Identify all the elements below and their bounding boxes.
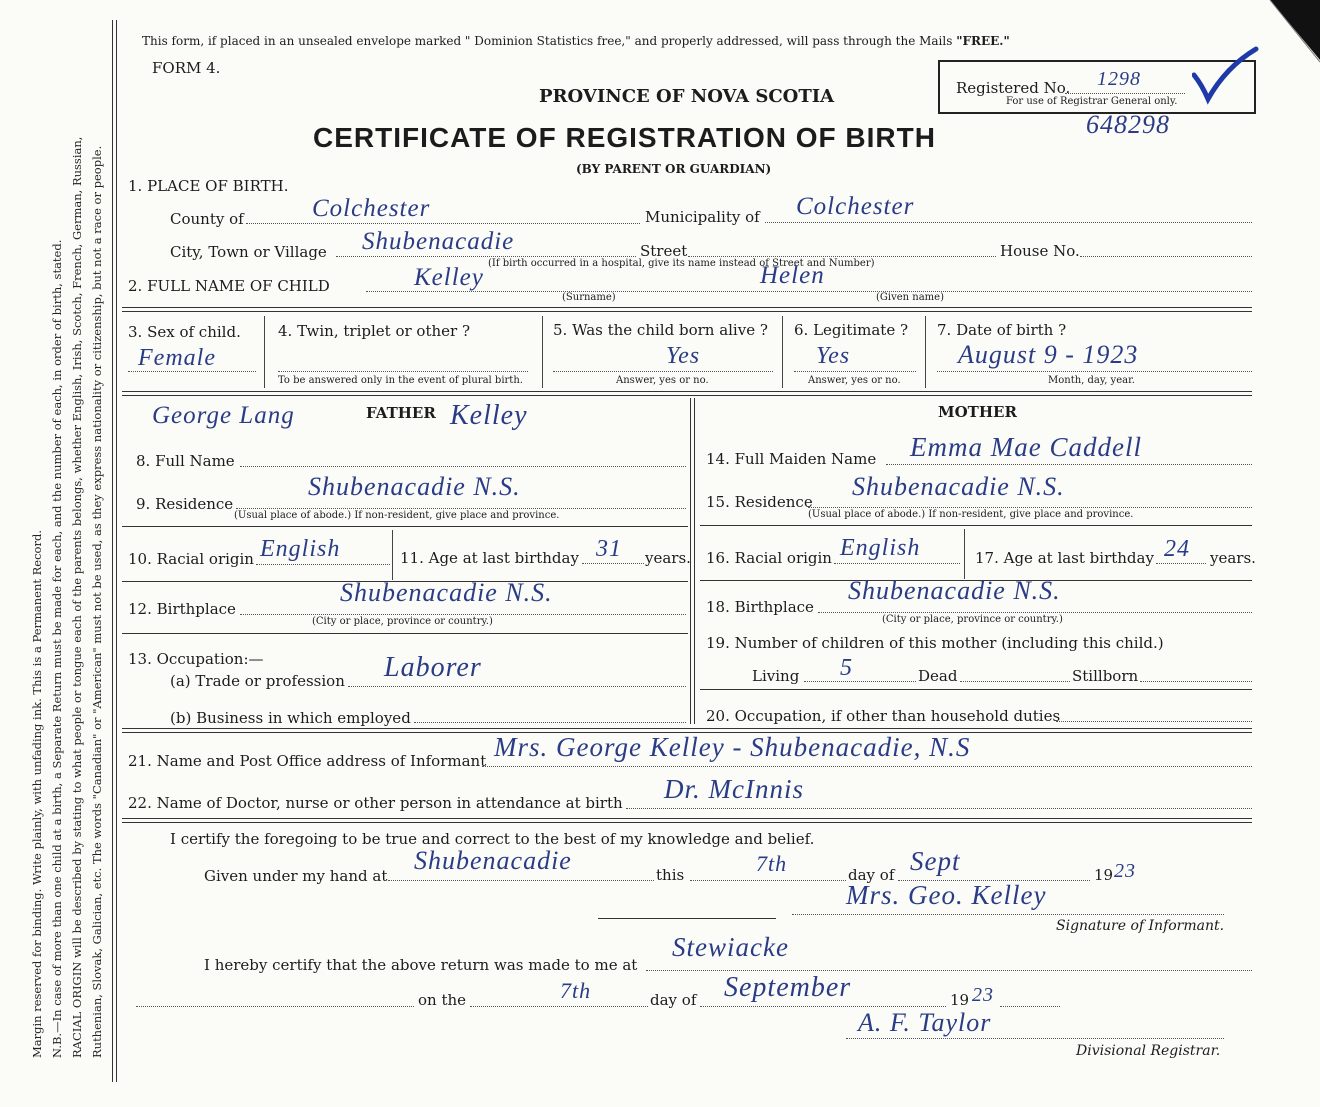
city-value: Shubenacadie — [362, 228, 515, 255]
business-label: (b) Business in which employed — [170, 709, 411, 727]
registrar-day-of-label: day of — [650, 991, 697, 1009]
father-heading: FATHER — [366, 404, 436, 422]
sex-label: 3. Sex of child. — [128, 323, 241, 341]
father-racial-value: English — [260, 536, 341, 562]
father-occupation-label: 13. Occupation:— — [128, 650, 264, 668]
informant-value: Mrs. George Kelley - Shubenacadie, N.S — [494, 732, 971, 762]
registrar-year-printed: 19 — [950, 991, 970, 1009]
father-residence-label: 9. Residence — [136, 495, 234, 513]
mother-age-unit: years. — [1210, 549, 1256, 567]
mother-age-value: 24 — [1164, 536, 1190, 562]
registrar-day: 7th — [560, 978, 592, 1003]
doctor-value: Dr. McInnis — [664, 774, 804, 804]
informant-label: 21. Name and Post Office address of Informant — [128, 752, 487, 770]
given-at-place: Shubenacadie — [414, 846, 572, 875]
mother-residence-note: (Usual place of abode.) If non-resident, give place and province. — [808, 509, 1134, 520]
certificate-title: CERTIFICATE OF REGISTRATION OF BIRTH — [313, 122, 936, 153]
mother-occupation-label: 20. Occupation, if other than household duties — [706, 707, 1061, 725]
certify-statement: I certify the foregoing to be true and correct to the best of my knowledge and belief. — [170, 830, 815, 848]
page-corner-icon — [1260, 0, 1320, 70]
form-number: FORM 4. — [152, 59, 221, 77]
born-alive-label: 5. Was the child born alive ? — [553, 321, 768, 339]
side-note-3: RACIAL ORIGIN will be described by stating to what people or tongue each of the parents belongs, whether English, Irish, Scotch, French, German, Russian, — [70, 136, 84, 1058]
given-at-label: Given under my hand at — [204, 867, 388, 885]
street-label: Street — [640, 242, 688, 260]
registered-no-label: Registered No. — [956, 79, 1071, 97]
hospital-note: (If birth occurred in a hospital, give its name instead of Street and Number) — [488, 258, 875, 269]
legitimate-value: Yes — [816, 343, 851, 369]
date-of-birth-note: Month, day, year. — [1048, 375, 1135, 386]
on-the-label: on the — [418, 991, 467, 1009]
father-surname: Kelley — [450, 400, 528, 431]
registrar-caption: Divisional Registrar. — [1076, 1043, 1221, 1059]
doctor-label: 22. Name of Doctor, nurse or other person in attendance at birth — [128, 794, 623, 812]
margin-border — [112, 20, 117, 1082]
living-label: Living — [752, 667, 800, 685]
mother-racial-label: 16. Racial origin — [706, 549, 832, 567]
registrar-signature: A. F. Taylor — [858, 1008, 992, 1037]
sex-value: Female — [138, 345, 216, 371]
mother-racial-value: English — [840, 535, 921, 561]
county-value: Colchester — [312, 195, 431, 222]
child-surname: Kelley — [414, 264, 484, 291]
father-age-value: 31 — [596, 536, 622, 562]
informant-signature: Mrs. Geo. Kelley — [846, 880, 1047, 910]
legitimate-note: Answer, yes or no. — [808, 375, 901, 386]
trade-label: (a) Trade or profession — [170, 672, 345, 690]
side-note-4: Ruthenian, Slovak, Galician, etc. The words "Canadian" or "American" must not be used, as they express nationality or citizenship, but not a race or people. — [90, 145, 104, 1058]
twin-note: To be answered only in the event of plural birth. — [278, 375, 523, 386]
side-note-2: N.B.—In case of more than one child at a birth, a Separate Return must be made for each, and the number of each, in order of birth, stated. — [50, 239, 64, 1058]
municipality-label: Municipality of — [645, 208, 760, 226]
mother-residence-label: 15. Residence — [706, 493, 813, 511]
father-age-label: 11. Age at last birthday — [400, 549, 579, 567]
certificate-subtitle: (BY PARENT OR GUARDIAN) — [576, 162, 772, 176]
children-count-label: 19. Number of children of this mother (including this child.) — [706, 634, 1164, 652]
mail-note: This form, if placed in an unsealed envelope marked " Dominion Statistics free," and properly addressed, will pass through the Mails "FREE." — [142, 34, 1010, 48]
registrar-general-note: For use of Registrar General only. — [1006, 96, 1178, 107]
given-year-printed: 19 — [1094, 866, 1114, 884]
registered-no-value: 1298 — [1097, 68, 1141, 90]
stillborn-label: Stillborn — [1072, 667, 1139, 685]
born-alive-value: Yes — [666, 343, 701, 369]
municipality-value: Colchester — [796, 193, 915, 220]
father-first-names: George Lang — [152, 402, 295, 429]
given-day: 7th — [756, 851, 788, 876]
father-birthplace-note: (City or place, province or country.) — [312, 616, 493, 627]
informant-signature-caption: Signature of Informant. — [1056, 918, 1225, 934]
city-label: City, Town or Village — [170, 243, 327, 261]
legitimate-label: 6. Legitimate ? — [794, 321, 909, 339]
registrar-place: Stewiacke — [672, 932, 789, 962]
given-name-caption: (Given name) — [876, 292, 944, 303]
surname-caption: (Surname) — [562, 292, 616, 303]
child-given-name: Helen — [760, 262, 825, 289]
registrar-month: September — [724, 972, 852, 1003]
registrar-year: 23 — [972, 984, 994, 1006]
county-label: County of — [170, 210, 244, 228]
dead-label: Dead — [918, 667, 958, 685]
twin-label: 4. Twin, triplet or other ? — [278, 322, 470, 340]
check-mark-icon — [1192, 45, 1262, 105]
side-note-1: Margin reserved for binding. Write plainly, with unfading ink. This is a Permanent Record. — [30, 530, 44, 1058]
province-heading: PROVINCE OF NOVA SCOTIA — [539, 86, 835, 107]
child-name-label: 2. FULL NAME OF CHILD — [128, 277, 330, 295]
mail-free: "FREE." — [956, 34, 1010, 48]
father-racial-label: 10. Racial origin — [128, 550, 254, 568]
house-no-label: House No. — [1000, 242, 1080, 260]
living-value: 5 — [840, 655, 853, 681]
this-label: this — [656, 866, 685, 884]
day-of-label: day of — [848, 866, 895, 884]
mother-maiden-label: 14. Full Maiden Name — [706, 450, 877, 468]
mother-age-label: 17. Age at last birthday — [975, 549, 1154, 567]
mother-birthplace-value: Shubenacadie N.S. — [848, 576, 1061, 605]
trade-value: Laborer — [384, 652, 482, 683]
given-year: 23 — [1114, 860, 1136, 882]
father-birthplace-value: Shubenacadie N.S. — [340, 578, 553, 607]
mother-residence-value: Shubenacadie N.S. — [852, 472, 1065, 501]
father-fullname-label: 8. Full Name — [136, 452, 235, 470]
mother-birthplace-note: (City or place, province or country.) — [882, 614, 1063, 625]
mother-heading: MOTHER — [938, 403, 1017, 421]
given-month: Sept — [910, 846, 961, 876]
father-age-unit: years. — [645, 549, 691, 567]
mother-maiden-value: Emma Mae Caddell — [910, 432, 1142, 462]
place-of-birth-label: 1. PLACE OF BIRTH. — [128, 177, 289, 195]
father-residence-note: (Usual place of abode.) If non-resident, give place and province. — [234, 510, 560, 521]
father-residence-value: Shubenacadie N.S. — [308, 472, 521, 501]
date-of-birth-value: August 9 - 1923 — [958, 340, 1139, 369]
stamp-number: 648298 — [1086, 110, 1170, 139]
registrar-statement: I hereby certify that the above return was made to me at — [204, 956, 638, 974]
date-of-birth-label: 7. Date of birth ? — [937, 321, 1067, 339]
born-alive-note: Answer, yes or no. — [616, 375, 709, 386]
mother-birthplace-label: 18. Birthplace — [706, 598, 814, 616]
father-birthplace-label: 12. Birthplace — [128, 600, 236, 618]
